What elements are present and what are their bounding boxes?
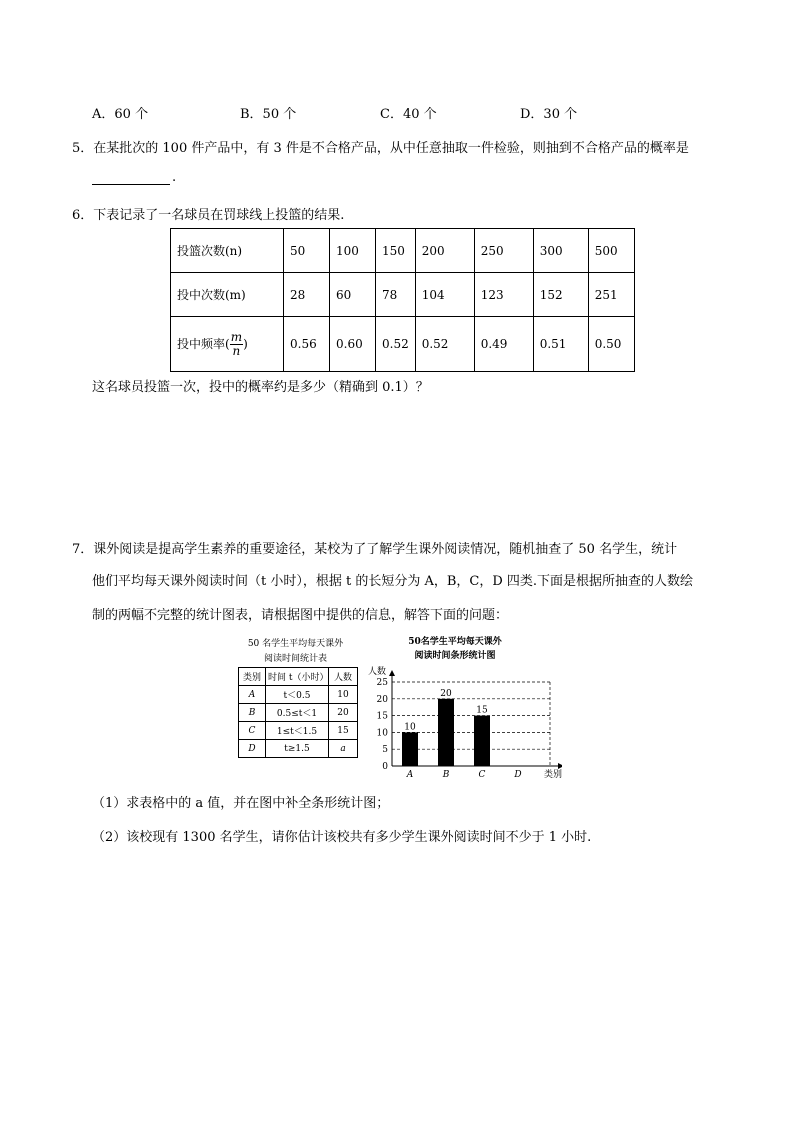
table-row — [171, 229, 635, 273]
table-cell: 104 — [415, 273, 474, 317]
bar — [474, 716, 490, 766]
table-header-cell: 时间 t（小时） — [266, 668, 329, 686]
table-row — [171, 273, 635, 317]
table-cell: a — [329, 740, 358, 758]
frequency-label-close: ) — [243, 336, 248, 351]
table-cell: 0.52 — [376, 317, 416, 372]
table-row — [171, 317, 635, 372]
table-cell: 250 — [474, 229, 533, 273]
table-cell: 300 — [533, 229, 588, 273]
table-cell: 1≤t＜1.5 — [266, 722, 329, 740]
row-header-hits: 投中次数(m) — [171, 273, 284, 317]
q7-line-1: 7．课外阅读是提高学生素养的重要途径，某校为了了解学生课外阅读情况，随机抽查了 50 名学生，统计 — [72, 542, 678, 557]
table-cell: 100 — [330, 229, 376, 273]
table-cell: 78 — [376, 273, 416, 317]
reading-table-title-2: 阅读时间统计表 — [263, 654, 327, 664]
table-cell: A — [239, 686, 266, 704]
q4-option-c: C．40 个 — [380, 107, 437, 122]
table-cell: 0.60 — [330, 317, 376, 372]
table-cell: C — [239, 722, 266, 740]
q4-option-b: B．50 个 — [240, 107, 297, 122]
bar-value-label: 15 — [476, 705, 488, 716]
bar — [438, 699, 454, 766]
x-axis-label: 类别 — [544, 770, 562, 780]
table-cell: 500 — [588, 229, 634, 273]
fraction-numerator: m — [230, 329, 243, 344]
q4-option-a: A．60 个 — [92, 107, 149, 122]
q5-answer-blank[interactable] — [92, 184, 170, 185]
table-cell: t≥1.5 — [266, 740, 329, 758]
y-tick-label: 15 — [376, 711, 388, 722]
q6-question: 这名球员投篮一次，投中的概率约是多少（精确到 0.1）？ — [92, 380, 429, 395]
table-cell: 10 — [329, 686, 358, 704]
table-row — [239, 686, 358, 704]
fraction-denominator: n — [232, 343, 241, 358]
q6-intro: 6．下表记录了一名球员在罚球线上投篮的结果. — [72, 208, 345, 223]
y-tick-label: 0 — [382, 762, 388, 772]
table-cell: 200 — [415, 229, 474, 273]
bar — [402, 732, 418, 766]
row-header-shots: 投篮次数(n) — [171, 229, 284, 273]
y-tick-label: 10 — [376, 728, 388, 739]
x-axis-arrow — [558, 763, 562, 769]
chart-title-1: 50名学生平均每天课外 — [408, 637, 502, 647]
frequency-label: 投中频率( — [177, 336, 230, 351]
x-tick-label: A — [406, 770, 414, 780]
y-axis-label: 人数 — [368, 667, 387, 677]
table-row — [239, 722, 358, 740]
reading-table-title-1: 50 名学生平均每天课外 — [247, 639, 344, 649]
y-tick-label: 20 — [376, 694, 388, 705]
table-header-cell: 类别 — [239, 668, 266, 686]
fraction-m-over-n — [230, 331, 243, 358]
table-cell: 0.51 — [533, 317, 588, 372]
chart-title-2: 阅读时间条形统计图 — [414, 651, 496, 661]
table-cell: D — [239, 740, 266, 758]
table-cell: 28 — [284, 273, 330, 317]
table-row — [239, 704, 358, 722]
table-cell: 50 — [284, 229, 330, 273]
q5-text: 5．在某批次的 100 件产品中，有 3 件是不合格产品，从中任意抽取一件检验，则抽到不合格产品的概率是 — [72, 141, 689, 156]
table-row — [239, 668, 358, 686]
table-row — [239, 740, 358, 758]
q7-line-2: 他们平均每天课外阅读时间（t 小时），根据 t 的长短分为 A，B，C，D 四类.下面是根据所抽查的人数绘 — [92, 574, 694, 589]
q7-line-3: 制的两幅不完整的统计图表，请根据图中提供的信息，解答下面的问题： — [92, 608, 509, 623]
x-tick-label: C — [478, 770, 486, 780]
table-cell: 123 — [474, 273, 533, 317]
x-tick-label: B — [442, 770, 450, 780]
table-cell: 60 — [330, 273, 376, 317]
table-cell: 150 — [376, 229, 416, 273]
q6-frequency-table — [170, 228, 635, 372]
table-cell: B — [239, 704, 266, 722]
table-cell: t＜0.5 — [266, 686, 329, 704]
table-cell: 0.5≤t＜1 — [266, 704, 329, 722]
row-header-frequency — [171, 317, 284, 372]
y-tick-label: 25 — [376, 678, 388, 688]
q4-option-d: D．30 个 — [520, 107, 578, 122]
bar-value-label: 10 — [404, 722, 416, 733]
table-header-cell: 人数 — [329, 668, 358, 686]
table-cell: 15 — [329, 722, 358, 740]
q7-sub-question-2: （2）该校现有 1300 名学生，请你估计该校共有多少学生课外阅读时间不少于 1 小时. — [92, 830, 592, 845]
reading-time-table — [238, 667, 358, 758]
table-cell: 251 — [588, 273, 634, 317]
y-tick-label: 5 — [382, 745, 388, 756]
bar-value-label: 20 — [440, 688, 452, 699]
q5-blank-period: . — [172, 170, 177, 185]
x-tick-label: D — [514, 770, 522, 780]
table-cell: 0.56 — [284, 317, 330, 372]
table-cell: 152 — [533, 273, 588, 317]
table-cell: 0.50 — [588, 317, 634, 372]
table-cell: 0.52 — [415, 317, 474, 372]
reading-time-bar-chart — [362, 660, 562, 784]
y-axis-arrow — [389, 670, 395, 676]
table-cell: 20 — [329, 704, 358, 722]
table-cell: 0.49 — [474, 317, 533, 372]
q7-sub-question-1: （1）求表格中的 a 值，并在图中补全条形统计图； — [92, 796, 390, 811]
